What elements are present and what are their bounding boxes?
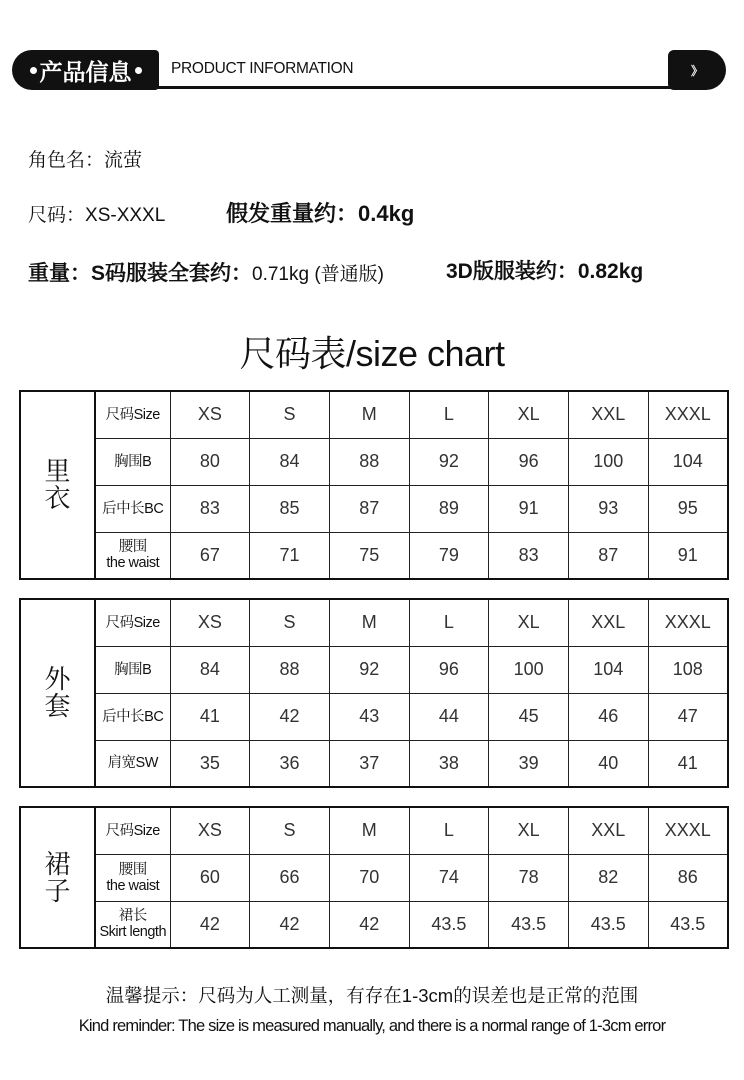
table-cell: XL xyxy=(489,807,569,854)
weight-3d: 3D版服装约：0.82kg xyxy=(446,260,644,283)
table-cell: S xyxy=(250,599,330,646)
table-cell: 41 xyxy=(170,693,250,740)
table-cell: XS xyxy=(170,807,250,854)
table-cell: XXL xyxy=(568,807,648,854)
table-cell: 100 xyxy=(489,646,569,693)
table-cell: 92 xyxy=(329,646,409,693)
table-cell: 92 xyxy=(409,438,489,485)
side-char-1: 里 xyxy=(44,456,71,486)
table-row xyxy=(20,532,728,579)
table-cell: 42 xyxy=(250,693,330,740)
table-row xyxy=(20,807,728,854)
table-cell: 46 xyxy=(568,693,648,740)
row-header-line-1: 尺码Size xyxy=(105,822,160,839)
size-value: XS-XXXL xyxy=(85,205,166,226)
table-cell: 89 xyxy=(409,485,489,532)
table-cell: 43.5 xyxy=(409,901,489,948)
table-cell: S xyxy=(250,807,330,854)
table-row xyxy=(20,391,728,438)
header-title-pill xyxy=(12,50,159,90)
size-table-inner xyxy=(19,390,729,580)
row-header-line-2: the waist xyxy=(106,555,160,572)
header-end-cap xyxy=(668,50,726,90)
row-header-line-1: 后中长BC xyxy=(102,500,164,517)
table-cell: 93 xyxy=(568,485,648,532)
size-line xyxy=(28,200,415,227)
table-cell: 87 xyxy=(568,532,648,579)
table-cell: 91 xyxy=(648,532,728,579)
row-header-line-2: the waist xyxy=(106,877,160,894)
table-cell: 36 xyxy=(250,740,330,787)
table-cell: XXXL xyxy=(648,599,728,646)
row-header xyxy=(95,854,170,901)
table-row xyxy=(20,693,728,740)
size-chart-title: 尺码表/size chart xyxy=(239,333,505,374)
table-side-label xyxy=(20,391,95,579)
row-header xyxy=(95,693,170,740)
table-cell: 85 xyxy=(250,485,330,532)
table-cell: M xyxy=(329,391,409,438)
row-header xyxy=(95,438,170,485)
table-cell: 83 xyxy=(489,532,569,579)
table-row xyxy=(20,854,728,901)
table-cell: 41 xyxy=(648,740,728,787)
table-cell: S xyxy=(250,391,330,438)
weight-label: 重量： xyxy=(28,262,91,285)
table-side-label xyxy=(20,807,95,948)
table-cell: 108 xyxy=(648,646,728,693)
table-cell: 104 xyxy=(648,438,728,485)
table-cell: 43.5 xyxy=(489,901,569,948)
size-label: 尺码： xyxy=(28,205,86,226)
table-cell: 80 xyxy=(170,438,250,485)
table-cell: 47 xyxy=(648,693,728,740)
table-cell: 100 xyxy=(568,438,648,485)
table-cell: XXXL xyxy=(648,807,728,854)
table-cell: 82 xyxy=(568,854,648,901)
table-cell: 70 xyxy=(329,854,409,901)
row-header-line-1: 胸围B xyxy=(114,661,152,678)
row-header xyxy=(95,532,170,579)
table-cell: 42 xyxy=(329,901,409,948)
table-cell: 42 xyxy=(170,901,250,948)
table-cell: 95 xyxy=(648,485,728,532)
row-header-line-1: 后中长BC xyxy=(102,708,164,725)
table-cell: 43 xyxy=(329,693,409,740)
table-cell: 96 xyxy=(409,646,489,693)
row-header-line-1: 肩宽SW xyxy=(107,755,158,772)
row-header xyxy=(95,391,170,438)
side-char-1: 外 xyxy=(44,664,71,694)
table-cell: 45 xyxy=(489,693,569,740)
table-cell: XS xyxy=(170,391,250,438)
side-char-2: 衣 xyxy=(44,483,71,513)
table-cell: 39 xyxy=(489,740,569,787)
table-cell: 87 xyxy=(329,485,409,532)
table-cell: 84 xyxy=(250,438,330,485)
table-side-label xyxy=(20,599,95,787)
header-underline xyxy=(155,86,685,89)
table-row xyxy=(20,485,728,532)
table-cell: XL xyxy=(489,391,569,438)
table-cell: 38 xyxy=(409,740,489,787)
table-row xyxy=(20,646,728,693)
row-header xyxy=(95,646,170,693)
table-cell: 60 xyxy=(170,854,250,901)
table-cell: L xyxy=(409,807,489,854)
row-header xyxy=(95,740,170,787)
table-cell: 37 xyxy=(329,740,409,787)
table-row xyxy=(20,740,728,787)
row-header-line-1: 裙长 xyxy=(118,908,147,925)
table-cell: XXXL xyxy=(648,391,728,438)
bullet-dot-icon xyxy=(30,67,37,74)
double-chevron-icon: 》 xyxy=(690,63,703,78)
bullet-dot-icon xyxy=(135,67,142,74)
table-cell: XXL xyxy=(568,391,648,438)
table-cell: M xyxy=(329,599,409,646)
weight-s-set: S码服装全套约： xyxy=(91,262,253,285)
table-cell: 96 xyxy=(489,438,569,485)
row-header-line-1: 腰围 xyxy=(118,861,147,878)
table-cell: L xyxy=(409,391,489,438)
wig-weight: 假发重量约：0.4kg xyxy=(226,201,415,226)
row-header xyxy=(95,807,170,854)
row-header-line-1: 腰围 xyxy=(118,539,147,556)
table-cell: 83 xyxy=(170,485,250,532)
table-cell: XXL xyxy=(568,599,648,646)
table-cell: 43.5 xyxy=(648,901,728,948)
row-header-line-2: Skirt length xyxy=(99,924,167,941)
table-cell: 91 xyxy=(489,485,569,532)
table-cell: XL xyxy=(489,599,569,646)
table-cell: 67 xyxy=(170,532,250,579)
table-cell: 88 xyxy=(329,438,409,485)
size-table-skirt xyxy=(19,806,729,949)
row-header xyxy=(95,599,170,646)
table-row xyxy=(20,438,728,485)
header-title-cn: 产品信息 xyxy=(39,58,132,85)
side-char-1: 裙 xyxy=(44,848,71,879)
reminder-cn: 温馨提示：尺码为人工测量，有存在1-3cm的误差也是正常的范围 xyxy=(105,985,639,1006)
table-cell: 78 xyxy=(489,854,569,901)
header-title-en: PRODUCT INFORMATION xyxy=(171,60,354,77)
table-cell: 104 xyxy=(568,646,648,693)
table-cell: 71 xyxy=(250,532,330,579)
table-cell: 43.5 xyxy=(568,901,648,948)
role-label: 角色名： xyxy=(28,150,105,171)
table-cell: 84 xyxy=(170,646,250,693)
table-cell: M xyxy=(329,807,409,854)
row-header-line-1: 胸围B xyxy=(114,453,152,470)
side-char-2: 套 xyxy=(44,691,71,721)
table-cell: L xyxy=(409,599,489,646)
role-value: 流萤 xyxy=(104,150,143,171)
weight-s-value: 0.71kg (普通版) xyxy=(252,264,384,285)
table-cell: 88 xyxy=(250,646,330,693)
table-cell: 35 xyxy=(170,740,250,787)
row-header-line-1: 尺码Size xyxy=(105,406,160,423)
side-char-2: 子 xyxy=(44,875,71,906)
table-cell: 79 xyxy=(409,532,489,579)
reminder-en: Kind reminder: The size is measured manually, and there is a normal range of 1-3cm error xyxy=(78,1017,666,1035)
role-line xyxy=(28,145,142,172)
table-cell: 86 xyxy=(648,854,728,901)
table-cell: 40 xyxy=(568,740,648,787)
table-cell: 75 xyxy=(329,532,409,579)
table-cell: 66 xyxy=(250,854,330,901)
table-cell: 74 xyxy=(409,854,489,901)
row-header xyxy=(95,485,170,532)
row-header-line-1: 尺码Size xyxy=(105,614,160,631)
table-cell: 42 xyxy=(250,901,330,948)
weight-line xyxy=(28,257,644,287)
table-row xyxy=(20,901,728,948)
table-cell: 44 xyxy=(409,693,489,740)
table-cell: XS xyxy=(170,599,250,646)
size-table-coat xyxy=(19,598,729,788)
row-header xyxy=(95,901,170,948)
table-row xyxy=(20,599,728,646)
